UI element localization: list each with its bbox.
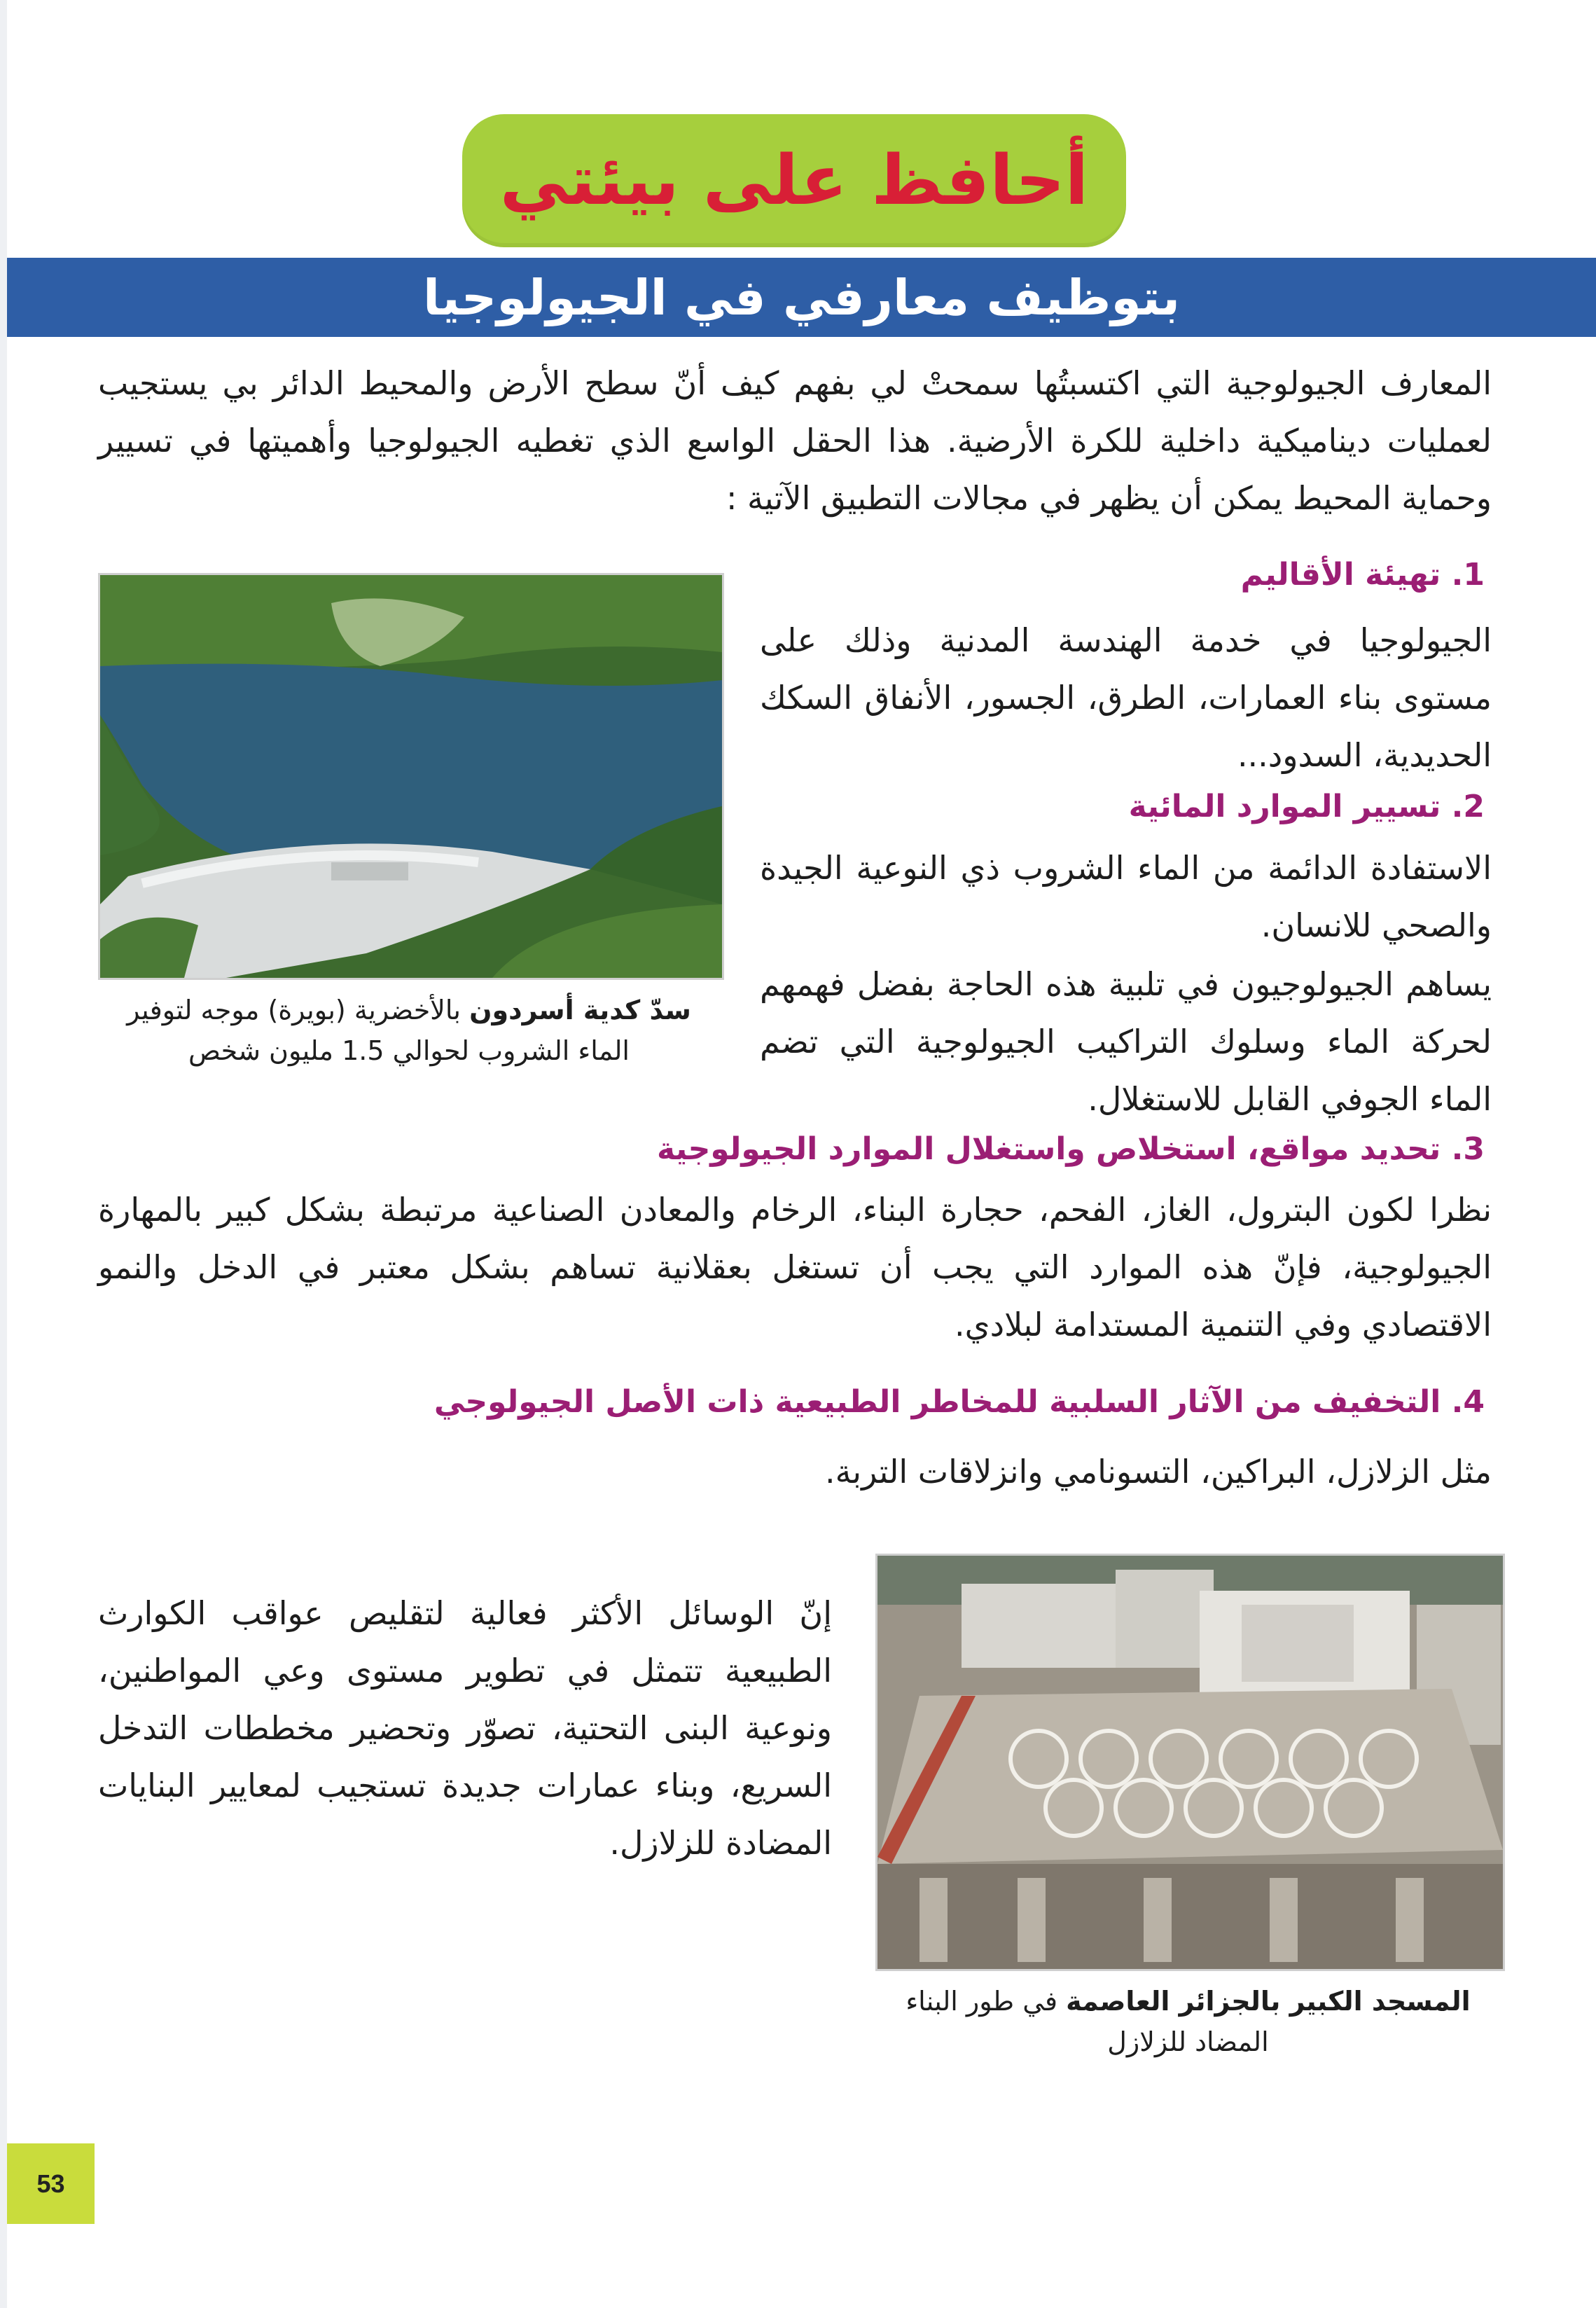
mosque-illustration bbox=[877, 1556, 1503, 1969]
mosque-photo bbox=[875, 1554, 1505, 1971]
mosque-caption-title: المسجد الكبير بالجزائر العاصمة bbox=[1066, 1986, 1471, 2017]
page-title: أحافظ على بيئتي bbox=[499, 141, 1089, 221]
dam-photo bbox=[98, 573, 724, 980]
mosque-caption bbox=[875, 1981, 1501, 2062]
section-1-text: الجيولوجيا في خدمة الهندسة المدنية وذلك على مستوى بناء العمارات، الطرق، الجسور، الأنفاق السكك الحديدية، السدود... bbox=[760, 621, 1492, 774]
dam-caption bbox=[98, 990, 720, 1071]
banner-title: بتوظيف معارفي في الجيولوجيا bbox=[422, 268, 1181, 326]
page-number: 53 bbox=[36, 2169, 65, 2198]
intro-paragraph: المعارف الجيولوجية التي اكتسبتُها سمحتْ لي بفهم كيف أنّ سطح الأرض والمحيط الدائر بي يستجيب لعمليات ديناميكية داخلية للكرة الأرضية. هذا الحقل الواسع الذي تغطيه الجيولوجيا وأهميتها في تسيير وحماية المحيط يمكن أن يظهر في مجالات التطبيق الآتية : bbox=[98, 364, 1492, 517]
section-4-heading: 4. التخفيف من الآثار السلبية للمخاطر الطبيعية ذات الأصل الجيولوجي bbox=[433, 1384, 1485, 1420]
section-3-text: نظرا لكون البترول، الغاز، الفحم، حجارة البناء، الرخام والمعادن الصناعية مرتبطة بشكل كبير بالمهارة الجيولوجية، فإنّ هذه الموارد التي يجب أن تستغل بعقلانية تساهم بشكل معتبر في الدخل والنمو الاقتصادي وفي التنمية المستدامة لبلادي. bbox=[98, 1191, 1492, 1343]
section-banner bbox=[7, 258, 1596, 337]
page-edge bbox=[0, 0, 7, 2308]
section-3-heading: 3. تحديد مواقع، استخلاص واستغلال الموارد الجيولوجية bbox=[656, 1131, 1485, 1167]
mosque-caption-text: في طور البناء المضاد للزلازل bbox=[905, 1986, 1269, 2057]
dam-caption-text: بالأخضرية (بويرة) موجه لتوفير الماء الشروب لحوالي 1.5 مليون شخص bbox=[127, 995, 630, 1066]
section-2-text-2: يساهم الجيولوجيون في تلبية هذه الحاجة بفضل فهمهم لحركة الماء وسلوك التراكيب الجيولوجية التي تضم الماء الجوفي القابل للاستغلال. bbox=[760, 965, 1492, 1118]
dam-illustration bbox=[100, 575, 722, 978]
section-2-heading: 2. تسيير الموارد المائية bbox=[1128, 789, 1485, 824]
section-1-heading: 1. تهيئة الأقاليم bbox=[1240, 557, 1485, 593]
section-2-text: الاستفادة الدائمة من الماء الشروب ذي النوعية الجيدة والصحي للانسان. bbox=[760, 849, 1492, 944]
title-badge bbox=[462, 114, 1126, 247]
section-4-text-2: إنّ الوسائل الأكثر فعالية لتقليص عواقب الكوارث الطبيعية تتمثل في تطوير مستوى وعي المواطنين، ونوعية البنى التحتية، تصوّر وتحضير مخططات التدخل السريع، وبناء عمارات جديدة تستجيب لمعايير البنايات المضادة للزلازل. bbox=[98, 1594, 832, 1862]
dam-caption-title: سدّ كدية أسردون bbox=[469, 995, 691, 1025]
section-4-text: مثل الزلازل، البراكين، التسونامي وانزلاقات التربة. bbox=[825, 1453, 1492, 1491]
